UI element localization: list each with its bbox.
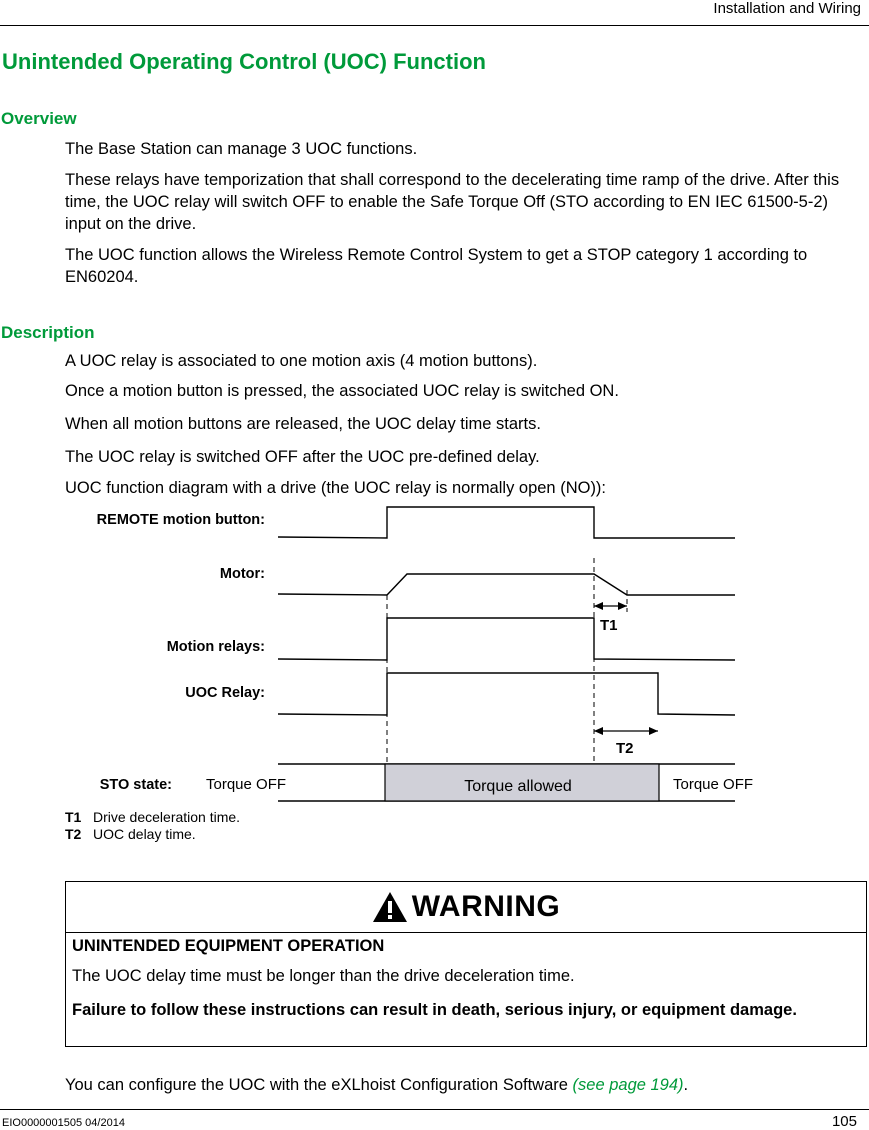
legend-text: UOC delay time. bbox=[93, 826, 196, 842]
t1-marker: T1 bbox=[600, 617, 618, 634]
warning-consequence: Failure to follow these instructions can result in death, serious injury, or equipment damage. bbox=[72, 1001, 797, 1019]
warning-heading: UNINTENDED EQUIPMENT OPERATION bbox=[72, 937, 385, 955]
see-page-link[interactable]: (see page 194) bbox=[572, 1076, 684, 1094]
overview-title: Overview bbox=[1, 109, 77, 128]
overview-paragraph: The UOC function allows the Wireless Remote Control System to get a STOP category 1 according to EN60204. bbox=[65, 246, 808, 286]
legend-key: T1 bbox=[65, 809, 82, 825]
page-title: Unintended Operating Control (UOC) Function bbox=[2, 49, 486, 74]
footer-rule bbox=[0, 1109, 869, 1110]
t2-marker: T2 bbox=[616, 740, 634, 757]
sto-state-label: STO state: bbox=[99, 777, 172, 793]
legend-item bbox=[65, 809, 240, 825]
warning-box bbox=[65, 881, 867, 1047]
warning-title: WARNING bbox=[411, 890, 561, 923]
configure-paragraph bbox=[65, 1074, 865, 1096]
motion-relays-label: Motion relays: bbox=[166, 639, 265, 655]
overview-paragraph: The Base Station can manage 3 UOC functions. bbox=[65, 140, 418, 158]
description-title: Description bbox=[1, 323, 95, 342]
overview-paragraph: These relays have temporization that shall correspond to the decelerating time ramp of the drive. After this time, the UOC relay will switch OFF to enable the Safe Torque Off (STO according to EN IEC 61500-5-2) input on the drive. bbox=[65, 171, 840, 233]
configure-end: . bbox=[683, 1076, 689, 1094]
legend-text: Drive deceleration time. bbox=[93, 809, 241, 825]
description-paragraph: The UOC relay is switched OFF after the UOC pre-defined delay. bbox=[65, 448, 540, 466]
warning-header bbox=[66, 882, 866, 933]
warning-text: The UOC delay time must be longer than the drive deceleration time. bbox=[72, 967, 575, 985]
torque-allowed-text: Torque allowed bbox=[464, 778, 572, 795]
document-id: EIO0000001505 04/2014 bbox=[2, 1117, 125, 1129]
motor-label: Motor: bbox=[219, 566, 265, 582]
page-number: 105 bbox=[831, 1113, 857, 1130]
uoc-relay-label: UOC Relay: bbox=[185, 685, 265, 701]
description-paragraph: UOC function diagram with a drive (the UOC relay is normally open (NO)): bbox=[65, 479, 607, 497]
header-rule bbox=[0, 25, 869, 26]
warning-triangle-icon bbox=[372, 891, 408, 923]
torque-off-right: Torque OFF bbox=[673, 776, 754, 793]
legend-key: T2 bbox=[65, 826, 82, 842]
configure-text: You can configure the UOC with the eXLhoist Configuration Software bbox=[65, 1076, 573, 1094]
torque-off-left: Torque OFF bbox=[206, 776, 287, 793]
legend-item bbox=[65, 826, 196, 842]
uoc-timing-diagram bbox=[60, 500, 775, 805]
description-paragraph: Once a motion button is pressed, the associated UOC relay is switched ON. bbox=[65, 382, 619, 400]
description-paragraph: When all motion buttons are released, the UOC delay time starts. bbox=[65, 415, 541, 433]
description-paragraph: A UOC relay is associated to one motion axis (4 motion buttons). bbox=[65, 352, 538, 370]
running-header: Installation and Wiring bbox=[713, 0, 861, 17]
remote-button-label: REMOTE motion button: bbox=[96, 512, 265, 528]
